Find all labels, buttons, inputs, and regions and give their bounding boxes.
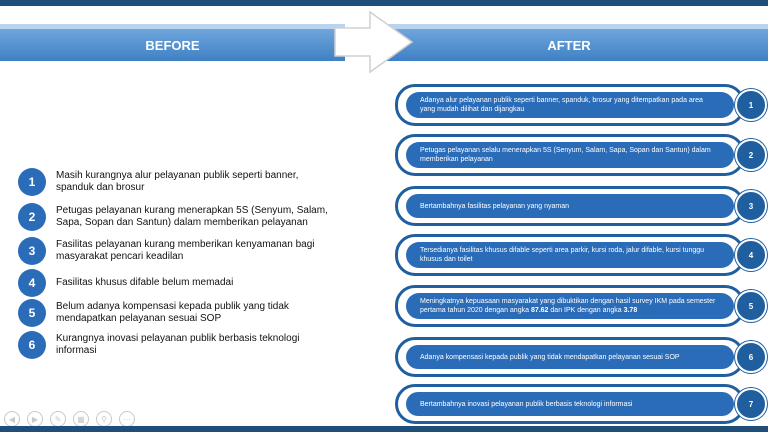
before-item-text: Fasilitas khusus difable belum memadai (56, 277, 234, 288)
after-number-badge: 5 (735, 290, 767, 322)
after-item-6 (395, 337, 760, 377)
after-item-text: Petugas pelayanan selalu menerapkan 5S (Senyum, Salam, Sapa, Sopan dan Santun) dalam memberikan pelayanan (406, 142, 734, 168)
before-item-1 (18, 168, 336, 196)
after-number-badge: 3 (735, 190, 767, 222)
ipk-value: 3.78 (623, 307, 638, 314)
before-item-text: Fasilitas pelayanan kurang memberikan kenyamanan bagi masyarakat pencari keadilan (56, 239, 315, 262)
before-item-5 (18, 299, 336, 327)
top-bar (0, 0, 768, 6)
after-pill (395, 134, 745, 176)
pen-icon[interactable]: ✎ (50, 411, 66, 427)
before-number-badge: 4 (18, 269, 46, 297)
slideshow-controls (4, 411, 142, 427)
before-number-badge: 6 (18, 331, 46, 359)
before-header-label: BEFORE (145, 37, 200, 53)
after-number-badge: 2 (735, 139, 767, 171)
more-icon[interactable]: ⋯ (119, 411, 135, 427)
before-item-2 (18, 203, 336, 231)
slides-icon[interactable]: ▦ (73, 411, 89, 427)
after-item-text: Bertambahnya inovasi pelayanan publik berbasis teknologi informasi (406, 392, 734, 416)
after-item-5 (395, 285, 760, 327)
after-item-2 (395, 134, 760, 176)
after-item-text: Bertambahnya fasilitas pelayanan yang nyaman (406, 194, 734, 218)
after-pill (395, 337, 745, 377)
after-item-text (406, 293, 734, 319)
back-icon[interactable]: ◀ (4, 411, 20, 427)
transition-arrow-icon (330, 10, 415, 74)
before-item-6 (18, 331, 336, 359)
before-number-badge: 5 (18, 299, 46, 327)
after-pill (395, 186, 745, 226)
after-pill (395, 384, 745, 424)
after-item-text-part: Meningkatnya kepuasaan masyarakat yang dibuktikan dengan hasil survey IKM pada semester pertama tahun 2020 dengan angka (420, 298, 716, 314)
before-number-badge: 3 (18, 237, 46, 265)
after-item-text: Adanya kompensasi kepada publik yang tidak mendapatkan pelayanan sesuai SOP (406, 345, 734, 369)
before-item-text: Kurangnya inovasi pelayanan publik berbasis teknologi informasi (56, 333, 300, 356)
before-header (0, 24, 345, 61)
after-header-label: AFTER (547, 37, 591, 53)
before-item-text: Masih kurangnya alur pelayanan publik seperti banner, spanduk dan brosur (56, 170, 299, 193)
before-item-4 (18, 269, 336, 297)
after-item-text-part: dan IPK dengan angka (548, 307, 624, 314)
forward-icon[interactable]: ▶ (27, 411, 43, 427)
after-item-1 (395, 84, 760, 126)
after-item-7 (395, 384, 760, 424)
before-number-badge: 2 (18, 203, 46, 231)
after-number-badge: 1 (735, 89, 767, 121)
zoom-icon[interactable]: ⚲ (96, 411, 112, 427)
after-item-3 (395, 186, 760, 226)
after-item-4 (395, 234, 760, 276)
before-item-3 (18, 237, 336, 265)
after-number-badge: 7 (735, 388, 767, 420)
after-item-text: Tersedianya fasilitas khusus difable seperti area parkir, kursi roda, jalur difable, kursi tunggu khusus dan toilet (406, 242, 734, 268)
bottom-bar (0, 426, 768, 432)
after-item-text: Adanya alur pelayanan publik seperti banner, spanduk, brosur yang ditempatkan pada area yang mudah dilihat dan dijangkau (406, 92, 734, 118)
after-pill (395, 285, 745, 327)
before-item-text: Petugas pelayanan kurang menerapkan 5S (Senyum, Salam, Sapa, Sopan dan Santun) dalam memberikan pelayanan (56, 205, 328, 228)
after-number-badge: 6 (735, 341, 767, 373)
before-item-text: Belum adanya kompensasi kepada publik yang tidak mendapatkan pelayanan sesuai SOP (56, 301, 289, 324)
before-number-badge: 1 (18, 168, 46, 196)
after-pill (395, 84, 745, 126)
after-number-badge: 4 (735, 239, 767, 271)
after-pill (395, 234, 745, 276)
after-header (370, 24, 768, 61)
ikm-value: 87.62 (530, 307, 549, 314)
